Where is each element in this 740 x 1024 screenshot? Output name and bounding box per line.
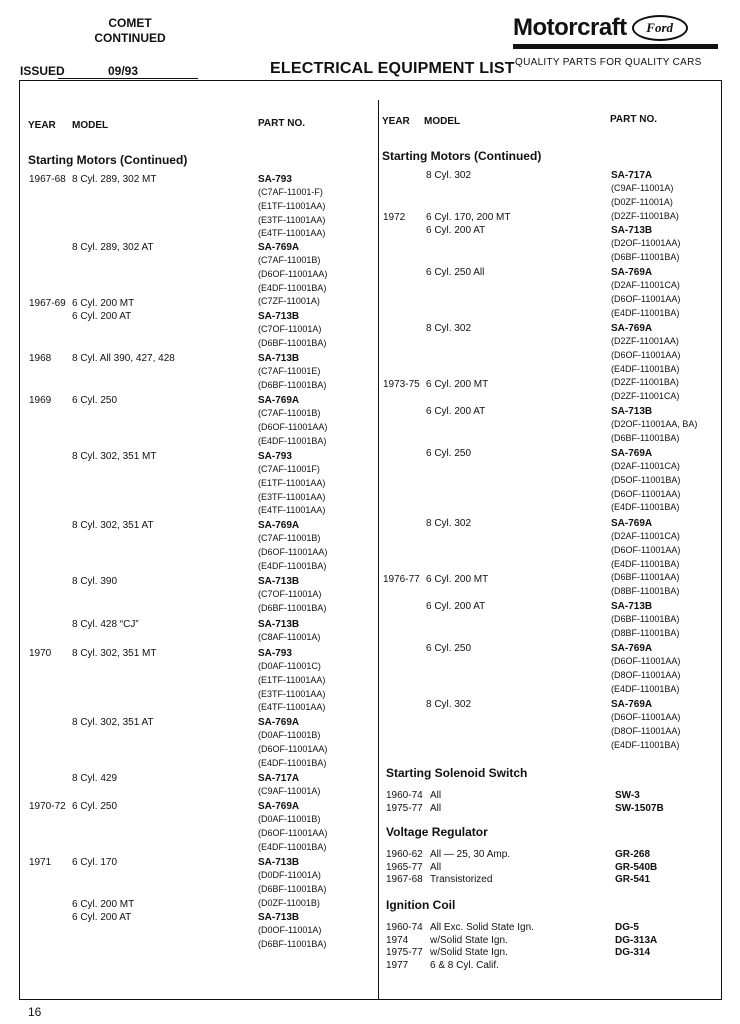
issued-label: ISSUED [20,64,65,78]
alt-part-number: (D2ZF-11001AA) [611,336,679,346]
alt-part-number: (D6BF-11001BA) [258,602,327,613]
right-year-header: YEAR [382,116,410,127]
entry-model: 6 Cyl. 250 [426,643,472,654]
row-year: 1960-62 [386,849,423,860]
section-title: Ignition Coil [386,898,456,912]
row-year: 1977 [386,959,409,971]
alt-part-number: (C7ZF-11001A) [258,296,320,307]
entry-model: 6 Cyl. 200 MT [426,379,489,390]
alt-part-number: (D0OF-11001A) [258,925,322,935]
entry-year: 1968 [29,353,52,364]
brand-name: Motorcraft [513,14,627,41]
issued-date: 09/93 [107,64,139,78]
entry-model: 8 Cyl. 289, 302 MT [72,174,157,185]
part-number: SA-713B [611,601,653,612]
make-name: COMET [108,16,152,30]
alt-part-number: (C7AF-11001B) [258,255,321,265]
entry-model: 8 Cyl. 302 [426,323,472,334]
part-number: SA-713B [258,912,300,923]
alt-part-number: (C7OF-11001A) [258,324,322,334]
entry-model: 6 Cyl. 170, 200 MT [426,212,511,223]
part-number: SA-769A [258,242,300,253]
left-model-header: MODEL [72,120,109,131]
alt-part-number: (D6BF-11001BA) [258,883,327,894]
alt-part-number: (E1TF-11001AA) [258,674,326,685]
column-divider [378,100,379,1000]
part-number: SA-769A [258,395,300,406]
part-number: SA-769A [258,520,300,531]
alt-part-number: (D2AF-11001CA) [611,280,680,290]
entry-model: 8 Cyl. 302, 351 AT [72,717,154,728]
alt-part-number: (D6BF-11001BA) [611,251,680,262]
entry-model: 6 Cyl. 200 AT [426,601,486,612]
alt-part-number: (E1TF-11001AA) [258,477,326,488]
row-model: All — 25, 30 Amp. [430,849,511,860]
entry-year: 1970 [29,648,52,659]
entry-year: 1970-72 [29,801,66,812]
entry-model: 6 Cyl. 200 MT [426,574,489,585]
alt-part-number: (D2ZF-11001BA) [611,210,679,221]
part-number: SA-793 [258,451,292,462]
part-number: SW-3 [615,790,640,801]
row-model: All [430,861,442,873]
entry-model: 6 Cyl. 200 MT [72,899,135,910]
alt-part-number: (D6BF-11001BA) [258,379,327,390]
make-heading [60,16,200,46]
row-model: w/Solid State Ign. [430,934,508,946]
alt-part-number: (C7AF-11001E) [258,366,321,376]
part-number: SA-769A [611,267,653,278]
entry-model: 6 Cyl. 200 AT [72,311,132,322]
alt-part-number: (E4DF-11001BA) [611,558,680,569]
row-year: 1974 [386,934,409,946]
alt-part-number: (D6BF-11001BA) [611,614,680,624]
entry-model: 6 Cyl. 250 All [426,267,485,278]
entry-model: 6 Cyl. 170 [72,857,118,868]
entry-model: 8 Cyl. 302 [426,699,472,710]
alt-part-number: (E4DF-11001BA) [258,841,327,852]
row-year: 1960-74 [386,790,423,801]
row-year: 1965-77 [386,861,423,873]
part-number: SA-717A [258,773,300,784]
row-model: All Exc. Solid State Ign. [430,922,534,933]
alt-part-number: (D0DF-11001A) [258,870,321,880]
part-number: SA-769A [611,699,653,710]
row-model: All [430,790,442,801]
part-number: DG-5 [615,922,639,933]
alt-part-number: (E3TF-11001AA) [258,214,326,225]
alt-part-number: (D6BF-11001BA) [258,337,327,348]
alt-part-number: (D6OF-11001AA) [258,421,328,432]
row-year: 1967-68 [386,874,423,885]
part-number: SA-793 [258,648,292,659]
alt-part-number: (C9AF-11001A) [258,786,321,796]
row-model: 6 & 8 Cyl. Calif. [430,959,499,971]
alt-part-number: (D8BF-11001BA) [611,586,680,597]
alt-part-number: (E4DF-11001BA) [611,307,680,318]
page-number: 16 [28,1005,42,1019]
motorcraft-logo [513,14,688,42]
alt-part-number: (D6BF-11001AA) [611,572,680,583]
entry-year: 1972 [383,212,406,223]
issued-underline [58,78,198,79]
entry-year: 1976-77 [383,574,420,585]
alt-part-number: (D8OF-11001AA) [611,725,681,736]
left-section-title: Starting Motors (Continued) [28,153,188,167]
alt-part-number: (E4DF-11001BA) [258,435,327,446]
alt-part-number: (D6OF-11001AA) [611,488,681,499]
part-number: SA-713B [258,353,300,364]
alt-part-number: (C9AF-11001A) [611,183,674,193]
row-model: w/Solid State Ign. [430,947,508,958]
alt-part-number: (D0ZF-11001A) [611,196,673,207]
alt-part-number: (E4DF-11001BA) [258,282,327,293]
entry-model: 8 Cyl. 302 [426,518,472,529]
alt-part-number: (E4DF-11001BA) [611,683,680,694]
alt-part-number: (D6OF-11001AA) [611,349,681,360]
entry-model: 8 Cyl. 428 “CJ” [72,619,139,630]
part-number: SA-769A [611,448,653,459]
part-number: GR-541 [615,874,651,885]
part-number: SA-713B [611,406,653,417]
alt-part-number: (D8OF-11001AA) [611,669,681,680]
alt-part-number: (D2AF-11001CA) [611,531,680,541]
entry-model: 6 Cyl. 250 [72,801,118,812]
alt-part-number: (D0AF-11001B) [258,730,321,740]
alt-part-number: (D6OF-11001AA) [258,268,328,279]
entry-year: 1967-68 [29,174,66,185]
right-part-header: PART NO. [610,114,658,125]
alt-part-number: (E4DF-11001BA) [611,739,680,750]
brand-tagline: QUALITY PARTS FOR QUALITY CARS [515,57,702,68]
alt-part-number: (D2AF-11001CA) [611,461,680,471]
part-number: SA-713B [258,576,300,587]
right-section-title: Starting Motors (Continued) [382,149,542,163]
alt-part-number: (D6OF-11001AA) [611,656,681,666]
alt-part-number: (D6OF-11001AA) [258,827,328,838]
entry-model: 8 Cyl. 302 [426,170,472,181]
continued-label: CONTINUED [94,31,166,45]
ford-oval-icon: Ford [632,15,688,41]
entry-model: 6 Cyl. 200 AT [426,406,486,417]
alt-part-number: (D8BF-11001BA) [611,627,680,638]
alt-part-number: (D2ZF-11001BA) [611,377,679,388]
part-number: SA-793 [258,174,292,185]
alt-part-number: (D0ZF-11001B) [258,897,320,908]
left-year-header: YEAR [28,120,56,131]
part-number: SA-769A [258,801,300,812]
entry-model: 6 Cyl. 200 AT [72,912,132,923]
alt-part-number: (C7AF-11001-F) [258,187,323,197]
alt-part-number: (C8AF-11001A) [258,632,321,642]
alt-part-number: (D0AF-11001C) [258,661,321,671]
section-title: Starting Solenoid Switch [386,766,528,780]
row-year: 1975-77 [386,947,423,958]
entry-model: 8 Cyl. 302, 351 MT [72,648,157,659]
alt-part-number: (D6OF-11001AA) [611,293,681,304]
alt-part-number: (D2OF-11001AA) [611,238,681,248]
alt-part-number: (C7OF-11001A) [258,589,322,599]
alt-part-number: (D6OF-11001AA) [258,546,328,557]
part-number: SA-713B [258,857,300,868]
right-model-header: MODEL [424,116,461,127]
entry-model: 8 Cyl. 302, 351 AT [72,520,154,531]
part-number: SA-769A [611,518,653,529]
alt-part-number: (D6OF-11001AA) [611,712,681,722]
part-number: SA-769A [611,643,653,654]
entry-model: 6 Cyl. 200 MT [72,298,135,309]
part-number: SW-1507B [615,802,664,814]
part-number: SA-717A [611,170,653,181]
entry-model: 8 Cyl. 302, 351 MT [72,451,157,462]
alt-part-number: (E3TF-11001AA) [258,491,326,502]
alt-part-number: (D6OF-11001AA) [611,544,681,555]
alt-part-number: (E4TF-11001AA) [258,505,326,516]
entry-model: 6 Cyl. 200 AT [426,225,486,236]
part-number: DG-313A [615,934,658,946]
alt-part-number: (C7AF-11001B) [258,533,321,543]
entry-model: 8 Cyl. All 390, 427, 428 [72,353,175,364]
alt-part-number: (D5OF-11001BA) [611,474,681,485]
alt-part-number: (D0AF-11001B) [258,814,321,824]
row-model: Transistorized [430,874,493,885]
document-title: ELECTRICAL EQUIPMENT LIST [270,60,515,77]
alt-part-number: (E3TF-11001AA) [258,688,326,699]
part-number: SA-769A [611,323,653,334]
alt-part-number: (D2OF-11001AA, BA) [611,419,698,429]
section-title: Voltage Regulator [386,825,488,839]
alt-part-number: (E4TF-11001AA) [258,228,326,239]
alt-part-number: (E4DF-11001BA) [611,502,680,513]
part-number: SA-713B [611,225,653,236]
alt-part-number: (E4TF-11001AA) [258,702,326,713]
alt-part-number: (D2ZF-11001CA) [611,391,680,402]
alt-part-number: (C7AF-11001F) [258,464,320,474]
row-year: 1975-77 [386,802,423,814]
row-year: 1960-74 [386,922,423,933]
entry-year: 1967-69 [29,298,66,309]
alt-part-number: (D6OF-11001AA) [258,743,328,754]
row-model: All [430,802,442,814]
part-number: GR-540B [615,861,658,873]
alt-part-number: (E4DF-11001BA) [258,757,327,768]
alt-part-number: (D6BF-11001BA) [258,938,327,949]
alt-part-number: (E1TF-11001AA) [258,200,326,211]
part-number: SA-713B [258,311,300,322]
part-number: SA-769A [258,717,300,728]
part-number: DG-314 [615,947,651,958]
left-part-header: PART NO. [258,118,306,129]
entry-year: 1973-75 [383,379,420,390]
part-number: SA-713B [258,619,300,630]
entry-model: 6 Cyl. 250 [72,395,118,406]
entry-model: 8 Cyl. 390 [72,576,118,587]
brand-underline [513,44,718,49]
part-number: GR-268 [615,849,651,860]
entry-model: 8 Cyl. 429 [72,773,118,784]
entry-year: 1971 [29,857,52,868]
alt-part-number: (C7AF-11001B) [258,408,321,418]
alt-part-number: (E4DF-11001BA) [611,363,680,374]
alt-part-number: (E4DF-11001BA) [258,560,327,571]
entry-model: 8 Cyl. 289, 302 AT [72,242,154,253]
entry-model: 6 Cyl. 250 [426,448,472,459]
alt-part-number: (D6BF-11001BA) [611,432,680,443]
entry-year: 1969 [29,395,52,406]
